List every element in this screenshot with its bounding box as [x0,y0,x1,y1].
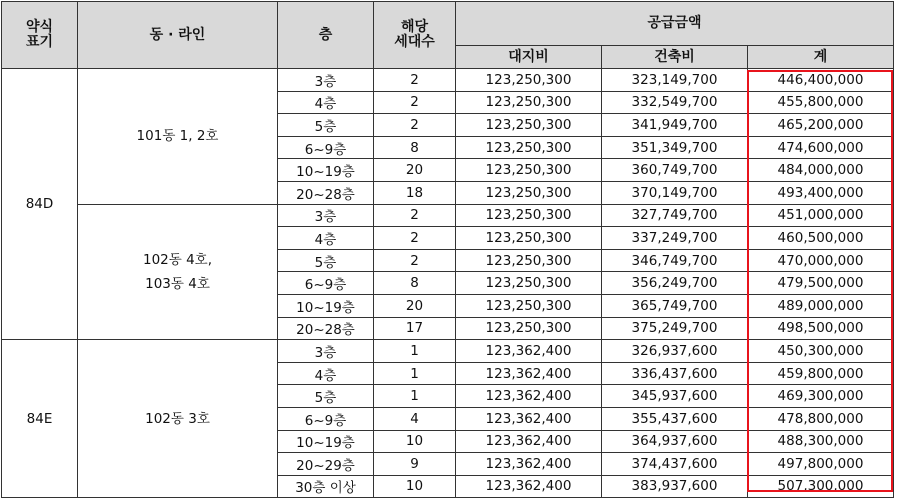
land-cell: 123,362,400 [456,453,602,476]
building-cell: 375,249,700 [602,317,748,340]
households-cell: 2 [374,227,456,250]
floor-cell: 20~29층 [278,453,374,476]
households-cell: 20 [374,294,456,317]
floor-cell: 10~19층 [278,430,374,453]
building-cell: 360,749,700 [602,159,748,182]
building-cell: 351,349,700 [602,136,748,159]
building-cell: 332,549,700 [602,91,748,114]
floor-cell: 6~9층 [278,272,374,295]
building-cell: 326,937,600 [602,340,748,363]
total-cell: 465,200,000 [748,114,894,137]
total-cell: 460,500,000 [748,227,894,250]
land-cell: 123,362,400 [456,340,602,363]
floor-cell: 4층 [278,227,374,250]
building-cell: 336,437,600 [602,362,748,385]
land-cell: 123,250,300 [456,181,602,204]
building-cell: 346,749,700 [602,249,748,272]
building-line-cell: 102동 3호 [78,340,278,498]
floor-cell: 3층 [278,340,374,363]
header-households [374,2,456,69]
households-cell: 18 [374,181,456,204]
land-cell: 123,362,400 [456,430,602,453]
total-cell: 479,500,000 [748,272,894,295]
land-cell: 123,362,400 [456,362,602,385]
land-cell: 123,250,300 [456,272,602,295]
building-line-cell: 102동 4호, 103동 4호 [78,204,278,340]
building-cell: 356,249,700 [602,272,748,295]
total-cell: 493,400,000 [748,181,894,204]
total-cell: 469,300,000 [748,385,894,408]
building-cell: 370,149,700 [602,181,748,204]
households-cell: 10 [374,475,456,498]
households-cell: 2 [374,91,456,114]
households-cell: 8 [374,136,456,159]
households-cell: 2 [374,249,456,272]
floor-cell: 5층 [278,249,374,272]
land-cell: 123,250,300 [456,317,602,340]
floor-cell: 6~9층 [278,407,374,430]
land-cell: 123,250,300 [456,294,602,317]
total-cell: 507,300,000 [748,475,894,498]
households-cell: 20 [374,159,456,182]
building-cell: 365,749,700 [602,294,748,317]
header-building-cost: 건축비 [602,46,748,69]
building-cell: 337,249,700 [602,227,748,250]
header-building-line: 동 · 라인 [78,2,278,69]
total-cell: 497,800,000 [748,453,894,476]
header-type-abbrev-text: 약식 표기 [25,19,54,50]
header-supply-amount: 공급금액 [456,2,894,46]
floor-cell: 3층 [278,204,374,227]
floor-cell: 5층 [278,114,374,137]
supply-price-table [1,1,894,498]
building-cell: 383,937,600 [602,475,748,498]
land-cell: 123,362,400 [456,407,602,430]
floor-cell: 5층 [278,385,374,408]
total-cell: 450,300,000 [748,340,894,363]
header-households-text: 해당 세대수 [394,19,435,50]
total-cell: 455,800,000 [748,91,894,114]
floor-cell: 4층 [278,362,374,385]
land-cell: 123,362,400 [456,385,602,408]
table-row [2,340,894,363]
households-cell: 1 [374,362,456,385]
building-cell: 345,937,600 [602,385,748,408]
land-cell: 123,250,300 [456,159,602,182]
land-cell: 123,250,300 [456,249,602,272]
total-cell: 474,600,000 [748,136,894,159]
land-cell: 123,250,300 [456,227,602,250]
floor-cell: 10~19층 [278,294,374,317]
total-cell: 446,400,000 [748,69,894,92]
households-cell: 10 [374,430,456,453]
total-cell: 451,000,000 [748,204,894,227]
building-cell: 355,437,600 [602,407,748,430]
total-cell: 478,800,000 [748,407,894,430]
floor-cell: 30층 이상 [278,475,374,498]
total-cell: 459,800,000 [748,362,894,385]
households-cell: 9 [374,453,456,476]
total-cell: 470,000,000 [748,249,894,272]
total-cell: 488,300,000 [748,430,894,453]
total-cell: 489,000,000 [748,294,894,317]
total-cell: 484,000,000 [748,159,894,182]
total-cell: 498,500,000 [748,317,894,340]
building-line-cell: 101동 1, 2호 [78,69,278,205]
floor-cell: 3층 [278,69,374,92]
building-cell: 341,949,700 [602,114,748,137]
header-land-cost: 대지비 [456,46,602,69]
households-cell: 1 [374,340,456,363]
table-body [2,69,894,498]
header-total: 계 [748,46,894,69]
type-cell: 84D [2,69,78,340]
land-cell: 123,250,300 [456,114,602,137]
floor-cell: 4층 [278,91,374,114]
land-cell: 123,250,300 [456,136,602,159]
type-cell: 84E [2,340,78,498]
table-row [2,69,894,92]
land-cell: 123,250,300 [456,204,602,227]
land-cell: 123,250,300 [456,91,602,114]
building-cell: 327,749,700 [602,204,748,227]
land-cell: 123,362,400 [456,475,602,498]
floor-cell: 20~28층 [278,317,374,340]
households-cell: 8 [374,272,456,295]
households-cell: 2 [374,204,456,227]
header-type-abbrev [2,2,78,69]
land-cell: 123,250,300 [456,69,602,92]
floor-cell: 10~19층 [278,159,374,182]
households-cell: 17 [374,317,456,340]
building-cell: 374,437,600 [602,453,748,476]
building-cell: 323,149,700 [602,69,748,92]
households-cell: 1 [374,385,456,408]
floor-cell: 6~9층 [278,136,374,159]
table-row [2,204,894,227]
households-cell: 4 [374,407,456,430]
header-floor: 층 [278,2,374,69]
building-cell: 364,937,600 [602,430,748,453]
households-cell: 2 [374,69,456,92]
households-cell: 2 [374,114,456,137]
floor-cell: 20~28층 [278,181,374,204]
